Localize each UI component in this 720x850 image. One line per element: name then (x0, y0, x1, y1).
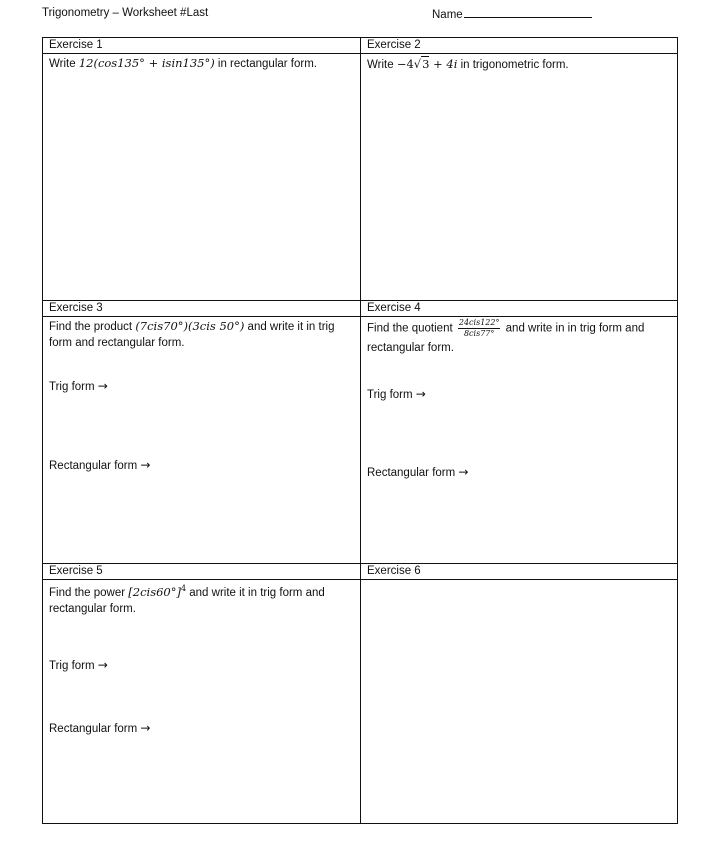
prompt-text: Write (49, 58, 79, 70)
exercise-4-cell (361, 301, 677, 564)
exercise-5-cell (43, 564, 361, 823)
exercise-6-title: Exercise 6 (361, 564, 677, 580)
prompt-text: Find the product (49, 321, 136, 333)
fraction-numerator: 24cis122° (458, 318, 500, 327)
exercise-1-title: Exercise 1 (43, 38, 360, 54)
exercise-6-cell (361, 564, 677, 823)
prompt-text: in rectangular form. (214, 58, 317, 70)
worksheet-title: Trigonometry – Worksheet #Last (42, 7, 209, 19)
exercise-5-title: Exercise 5 (43, 564, 360, 580)
exercise-3-cell (43, 301, 361, 564)
prompt-text: Write (367, 59, 397, 71)
prompt-text: and write it in trig form and rectangular form. (49, 321, 335, 349)
quotient-fraction (458, 318, 501, 339)
sqrt-symbol: √ (413, 57, 422, 71)
rectangular-form-label (367, 465, 468, 479)
prompt-text: and write in in trig form and rectangular form. (367, 322, 645, 354)
expression-part: −4 (396, 57, 414, 71)
exercise-2-cell (361, 38, 677, 301)
right-arrow-icon: → (415, 387, 426, 401)
trig-form-label (367, 387, 426, 401)
label-text: Trig form (49, 381, 95, 393)
exercise-3-title: Exercise 3 (43, 301, 360, 317)
exercise-5-expression: [2cis60°] (128, 584, 181, 599)
exercise-1-prompt (43, 54, 360, 73)
exercise-2-title: Exercise 2 (361, 38, 677, 54)
exercise-2-prompt (361, 54, 677, 74)
fraction-denominator: 8cis77° (463, 329, 495, 338)
prompt-text: and write it in trig form and rectangular form. (49, 586, 325, 615)
expression-part: + 4i (429, 57, 458, 71)
exponent: 4 (180, 584, 187, 593)
exercise-4-prompt (361, 317, 677, 358)
exercise-3-prompt (43, 317, 360, 352)
right-arrow-icon: → (140, 721, 151, 735)
name-field (432, 7, 592, 21)
label-text: Trig form (49, 660, 95, 672)
name-label: Name (432, 9, 463, 21)
right-arrow-icon: → (140, 458, 151, 472)
exercise-grid (42, 37, 678, 824)
label-text: Trig form (367, 389, 413, 401)
prompt-text: Find the power (49, 586, 129, 599)
prompt-text: Find the quotient (367, 322, 456, 335)
right-arrow-icon: → (97, 658, 108, 672)
label-text: Rectangular form (49, 723, 138, 735)
right-arrow-icon: → (97, 379, 108, 393)
sqrt-radicand: 3 (422, 57, 430, 71)
right-arrow-icon: → (458, 465, 469, 479)
exercise-1-cell (43, 38, 361, 301)
exercise-3-expression: (7cis70°)(3cis 50°) (135, 319, 245, 333)
label-text: Rectangular form (49, 460, 138, 472)
exercise-5-prompt (43, 580, 360, 618)
exercise-4-title: Exercise 4 (361, 301, 677, 317)
label-text: Rectangular form (367, 467, 456, 479)
trig-form-label (49, 379, 108, 393)
rectangular-form-label (49, 721, 150, 735)
trig-form-label (49, 658, 108, 672)
prompt-text: in trigonometric form. (457, 59, 569, 71)
exercise-1-expression: 12(cos135° + isin135°) (78, 56, 215, 70)
rectangular-form-label (49, 458, 150, 472)
name-blank-line[interactable] (464, 7, 592, 18)
